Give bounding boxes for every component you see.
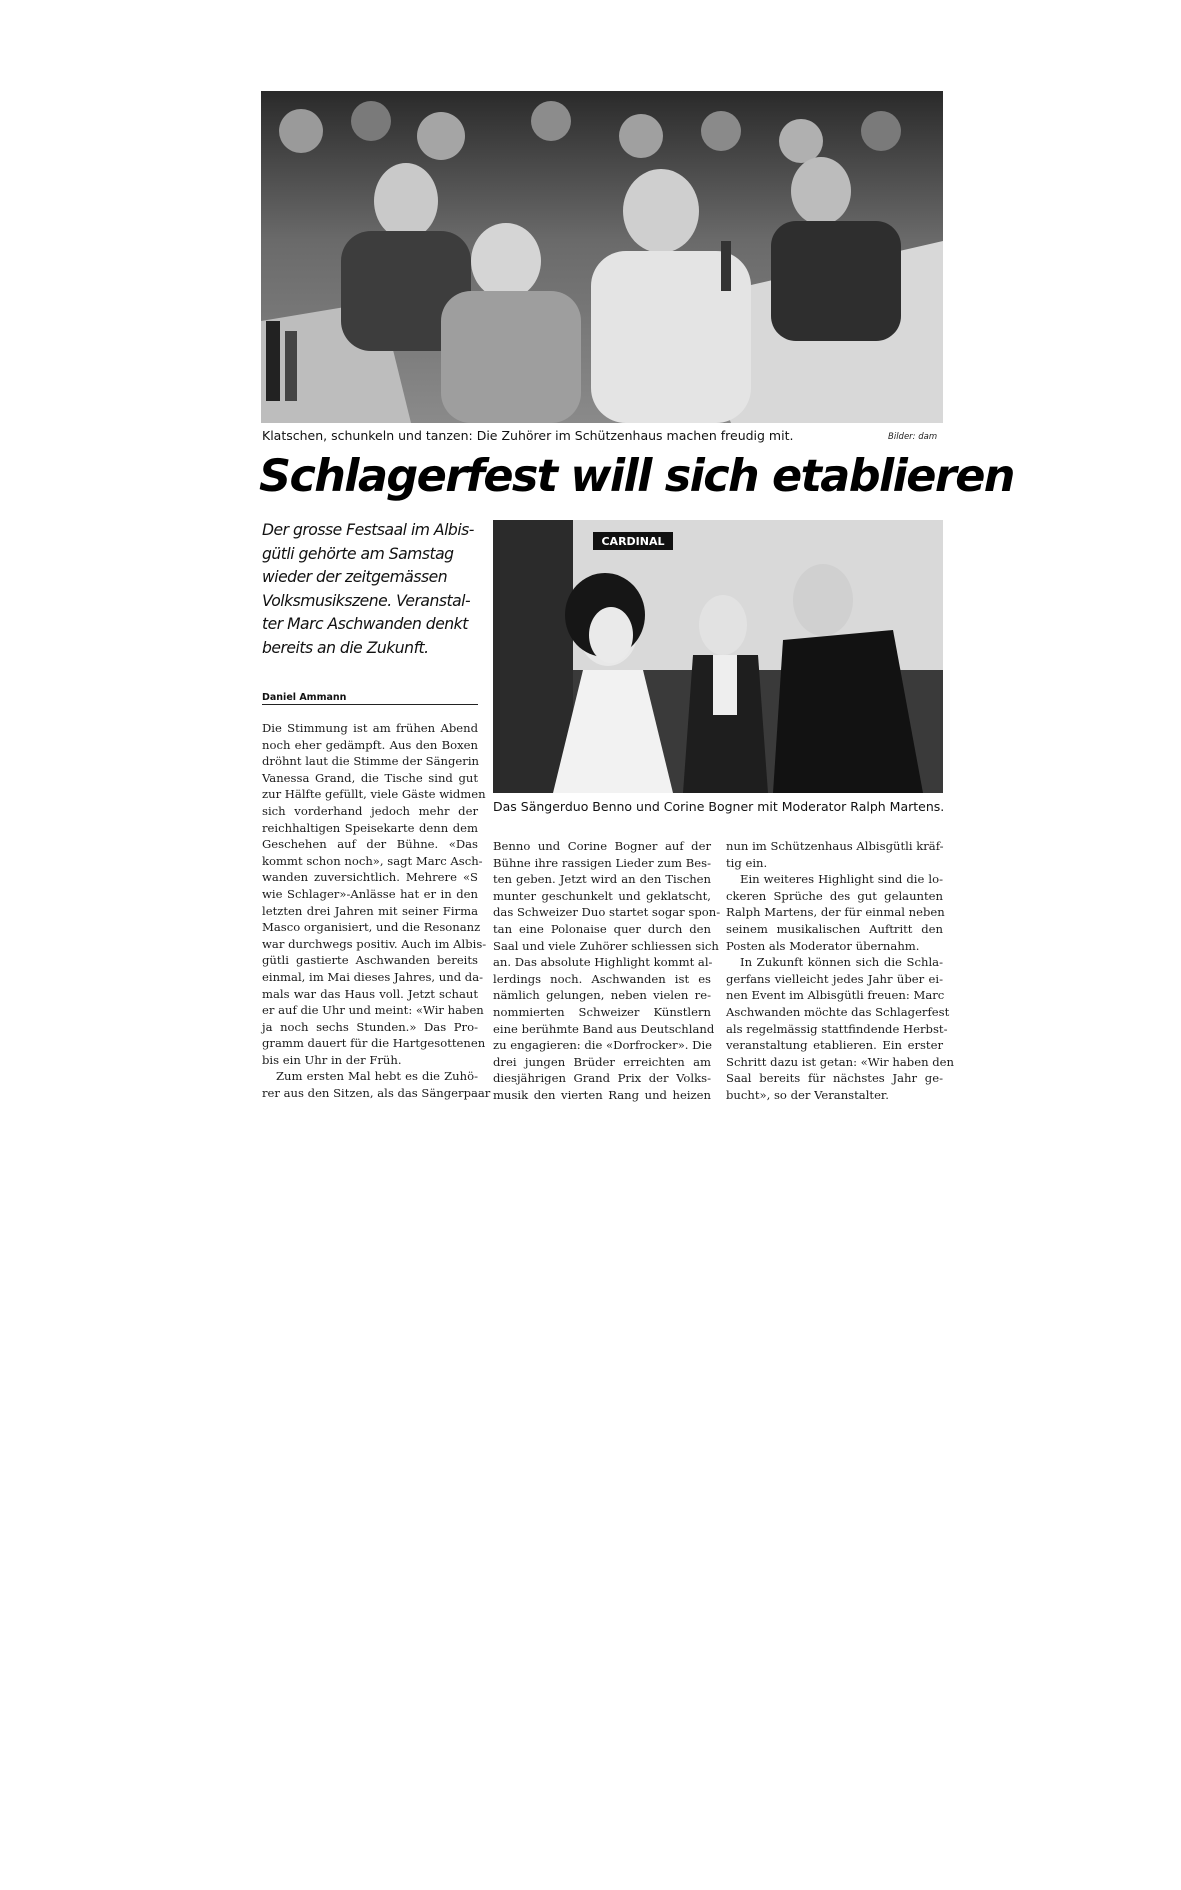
text-line: bucht», so der Veranstalter. bbox=[726, 1087, 889, 1102]
lead-line: wieder der zeitgemässen bbox=[262, 568, 448, 586]
headline: Schlagerfest will sich etablieren bbox=[259, 451, 1014, 502]
text-line: rer aus den Sitzen, als das Sängerpaar bbox=[262, 1086, 491, 1101]
text-line: gramm dauert für die Hartgesottenen bbox=[262, 1036, 486, 1051]
text-line: letzten drei Jahren mit seiner Firma bbox=[262, 903, 478, 918]
text-line: veranstaltung etablieren. Ein erster bbox=[726, 1038, 943, 1053]
text-line: Masco organisiert, und die Resonanz bbox=[262, 920, 481, 935]
text-line: Posten als Moderator übernahm. bbox=[726, 938, 920, 953]
byline: Daniel Ammann bbox=[262, 692, 478, 705]
photo-credit: Bilder: dam bbox=[888, 432, 938, 442]
top-photo-caption: Klatschen, schunkeln und tanzen: Die Zuhörer im Schützenhaus machen freudig mit. bbox=[262, 428, 794, 443]
text-line: Zum ersten Mal hebt es die Zuhö- bbox=[276, 1069, 478, 1084]
text-line: seinem musikalischen Auftritt den bbox=[726, 921, 943, 936]
text-line: ckeren Sprüche des gut gelaunten bbox=[726, 888, 943, 903]
text-line: Saal bereits für nächstes Jahr ge- bbox=[726, 1071, 943, 1086]
text-line: kommt schon noch», sagt Marc Asch- bbox=[262, 853, 483, 868]
text-line: bis ein Uhr in der Früh. bbox=[262, 1052, 402, 1067]
text-line: reichhaltigen Speisekarte denn dem bbox=[262, 820, 478, 835]
singers-photo-image bbox=[493, 520, 943, 793]
text-line: munter geschunkelt und geklatscht, bbox=[493, 888, 711, 903]
text-line: zur Hälfte gefüllt, viele Gäste widmen bbox=[262, 787, 486, 802]
body-column-1 bbox=[262, 720, 491, 1102]
text-line: das Schweizer Duo startet sogar spon- bbox=[493, 905, 721, 920]
text-line: lerdings noch. Aschwanden ist es bbox=[493, 971, 711, 986]
lead-line: Volksmusikszene. Veranstal- bbox=[262, 591, 471, 610]
text-line: gütli gastierte Aschwanden bereits bbox=[262, 953, 478, 968]
text-line: ja noch sechs Stunden.» Das Pro- bbox=[262, 1019, 478, 1034]
stage-sign-text: CARDINAL bbox=[601, 535, 665, 548]
text-line: dröhnt laut die Stimme der Sängerin bbox=[262, 754, 480, 769]
text-line: sich vorderhand jedoch mehr der bbox=[262, 803, 478, 818]
text-line: nun im Schützenhaus Albisgütli kräf- bbox=[726, 839, 944, 853]
lead-line: ter Marc Aschwanden denkt bbox=[262, 615, 468, 633]
text-line: wanden zuversichtlich. Mehrere «S bbox=[262, 870, 478, 885]
text-line: tig ein. bbox=[726, 855, 768, 870]
text-line: Die Stimmung ist am frühen Abend bbox=[262, 721, 478, 735]
text-line: Geschehen auf der Bühne. «Das bbox=[262, 837, 478, 852]
text-line: Aschwanden möchte das Schlagerfest bbox=[726, 1004, 950, 1019]
text-line: wie Schlager»-Anlässe hat er in den bbox=[262, 886, 478, 901]
text-line: Saal und viele Zuhörer schliessen sich bbox=[493, 938, 719, 953]
lead-line: gütli gehörte am Samstag bbox=[262, 544, 454, 563]
audience-photo bbox=[261, 91, 943, 423]
singers-photo bbox=[493, 520, 943, 793]
text-line: eine berühmte Band aus Deutschland bbox=[493, 1021, 715, 1036]
text-line: In Zukunft können sich die Schla- bbox=[740, 955, 943, 970]
audience-photo-image bbox=[261, 91, 943, 423]
body-column-2 bbox=[493, 838, 721, 1104]
text-line: nen Event im Albisgütli freuen: Marc bbox=[726, 988, 945, 1003]
text-line: Benno und Corine Bogner auf der bbox=[493, 839, 711, 853]
body-column-3 bbox=[726, 838, 954, 1104]
text-line: an. Das absolute Highlight kommt al- bbox=[493, 955, 713, 970]
text-line: Bühne ihre rassigen Lieder zum Bes- bbox=[493, 855, 711, 870]
text-line: zu engagieren: die «Dorfrocker». Die bbox=[493, 1038, 713, 1053]
mid-photo-caption: Das Sängerduo Benno und Corine Bogner mit Moderator Ralph Martens. bbox=[493, 799, 945, 814]
text-line: nommierten Schweizer Künstlern bbox=[493, 1004, 711, 1019]
text-line: tan eine Polonaise quer durch den bbox=[493, 921, 711, 936]
text-line: einmal, im Mai dieses Jahres, und da- bbox=[262, 969, 484, 984]
text-line: musik den vierten Rang und heizen bbox=[493, 1087, 711, 1102]
lead-line: bereits an die Zukunft. bbox=[262, 638, 429, 657]
text-line: Schritt dazu ist getan: «Wir haben den bbox=[726, 1054, 954, 1069]
text-line: Ralph Martens, der für einmal neben bbox=[726, 905, 945, 920]
text-line: als regelmässig stattfindende Herbst- bbox=[726, 1021, 948, 1036]
lead-paragraph bbox=[262, 519, 484, 660]
text-line: mals war das Haus voll. Jetzt schaut bbox=[262, 986, 478, 1001]
text-line: nämlich gelungen, neben vielen re- bbox=[493, 988, 711, 1003]
text-line: noch eher gedämpft. Aus den Boxen bbox=[262, 737, 478, 752]
text-line: Ein weiteres Highlight sind die lo- bbox=[740, 872, 943, 887]
text-line: gerfans vielleicht jedes Jahr über ei- bbox=[726, 971, 943, 986]
text-line: diesjährigen Grand Prix der Volks- bbox=[493, 1071, 711, 1086]
text-line: er auf die Uhr und meint: «Wir haben bbox=[262, 1003, 484, 1018]
text-line: drei jungen Brüder erreichten am bbox=[493, 1054, 711, 1069]
text-line: Vanessa Grand, die Tische sind gut bbox=[262, 770, 478, 785]
text-line: war durchwegs positiv. Auch im Albis- bbox=[262, 936, 487, 951]
text-line: ten geben. Jetzt wird an den Tischen bbox=[493, 872, 711, 887]
lead-line: Der grosse Festsaal im Albis- bbox=[262, 521, 474, 539]
